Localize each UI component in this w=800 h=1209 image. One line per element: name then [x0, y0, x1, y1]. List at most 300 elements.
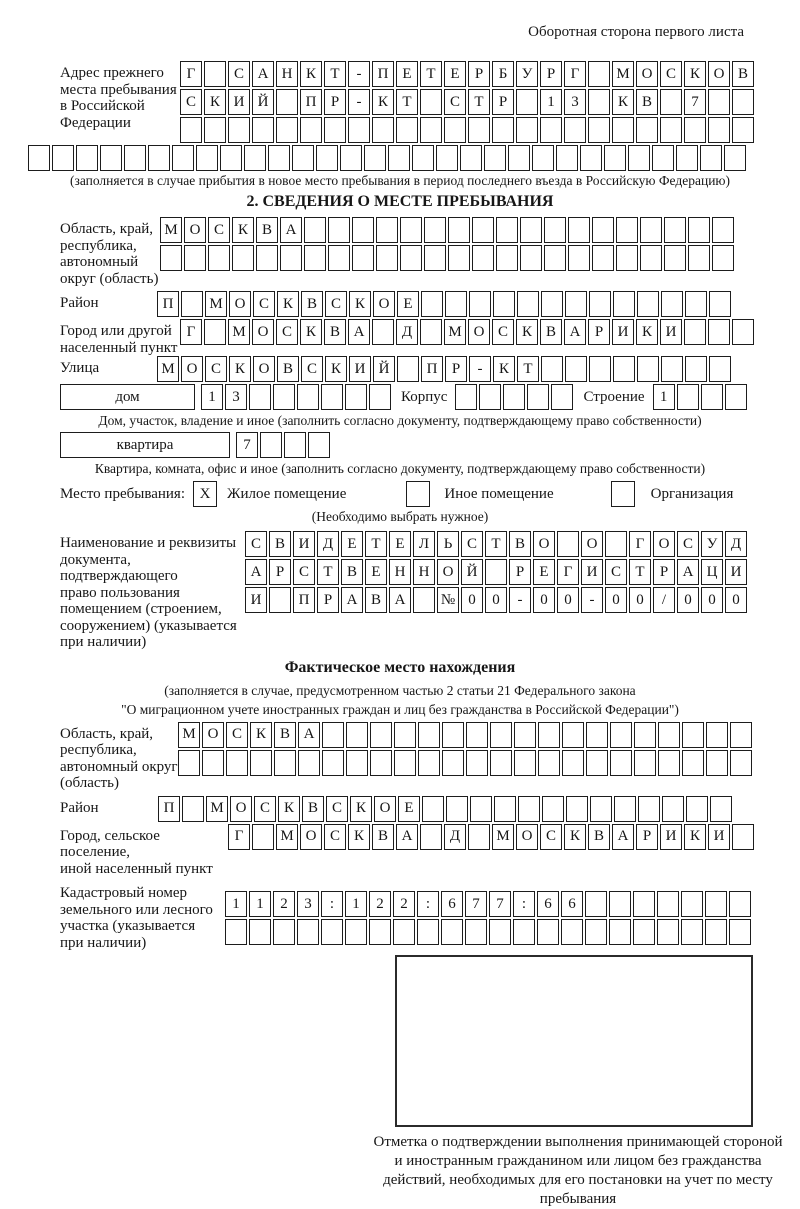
char-box[interactable]: М [160, 217, 182, 243]
char-box[interactable] [640, 245, 662, 271]
char-box[interactable] [633, 919, 655, 945]
city-row[interactable] [180, 319, 756, 345]
char-box[interactable]: М [276, 824, 298, 850]
char-box[interactable]: М [157, 356, 179, 382]
char-box[interactable] [516, 117, 538, 143]
char-box[interactable] [468, 824, 490, 850]
char-box[interactable] [308, 432, 330, 458]
char-box[interactable]: С [205, 356, 227, 382]
char-box[interactable] [661, 356, 683, 382]
char-box[interactable] [328, 217, 350, 243]
char-box[interactable] [300, 117, 322, 143]
char-box[interactable]: Д [444, 824, 466, 850]
char-box[interactable]: - [469, 356, 491, 382]
char-box[interactable] [304, 245, 326, 271]
char-box[interactable] [352, 217, 374, 243]
char-box[interactable]: С [228, 61, 250, 87]
char-box[interactable] [592, 245, 614, 271]
char-box[interactable]: С [301, 356, 323, 382]
char-box[interactable] [466, 750, 488, 776]
char-box[interactable] [297, 919, 319, 945]
char-box[interactable]: Д [396, 319, 418, 345]
char-box[interactable] [633, 891, 655, 917]
char-box[interactable] [468, 117, 490, 143]
char-box[interactable] [436, 145, 458, 171]
char-box[interactable] [661, 291, 683, 317]
char-box[interactable]: С [208, 217, 230, 243]
char-box[interactable] [345, 384, 367, 410]
char-box[interactable] [634, 722, 656, 748]
char-box[interactable]: О [581, 531, 603, 557]
char-box[interactable] [370, 722, 392, 748]
char-box[interactable] [232, 245, 254, 271]
char-box[interactable] [638, 796, 660, 822]
char-box[interactable] [298, 750, 320, 776]
char-box[interactable] [445, 291, 467, 317]
char-box[interactable] [393, 919, 415, 945]
char-box[interactable] [260, 432, 282, 458]
char-box[interactable] [160, 245, 182, 271]
char-box[interactable]: - [581, 587, 603, 613]
char-box[interactable] [541, 291, 563, 317]
char-box[interactable] [493, 291, 515, 317]
house-type-box[interactable]: дом [60, 384, 195, 410]
char-box[interactable] [372, 319, 394, 345]
char-box[interactable]: К [612, 89, 634, 115]
char-box[interactable]: А [348, 319, 370, 345]
organization-checkbox[interactable] [611, 481, 635, 507]
char-box[interactable]: Е [533, 559, 555, 585]
char-box[interactable] [388, 145, 410, 171]
char-box[interactable] [610, 750, 632, 776]
region-row-1[interactable] [160, 217, 736, 243]
char-box[interactable]: Г [228, 824, 250, 850]
char-box[interactable] [688, 217, 710, 243]
char-box[interactable] [592, 217, 614, 243]
char-box[interactable] [605, 531, 627, 557]
char-box[interactable] [604, 145, 626, 171]
char-box[interactable]: К [493, 356, 515, 382]
char-box[interactable] [613, 291, 635, 317]
char-box[interactable] [492, 117, 514, 143]
char-box[interactable] [316, 145, 338, 171]
char-box[interactable] [705, 891, 727, 917]
char-box[interactable]: М [228, 319, 250, 345]
char-box[interactable]: В [277, 356, 299, 382]
char-box[interactable]: Т [396, 89, 418, 115]
char-box[interactable] [540, 117, 562, 143]
char-box[interactable]: : [417, 891, 439, 917]
char-box[interactable]: О [184, 217, 206, 243]
char-box[interactable]: М [206, 796, 228, 822]
char-box[interactable] [709, 356, 731, 382]
char-box[interactable]: Г [557, 559, 579, 585]
char-box[interactable]: Т [324, 61, 346, 87]
char-box[interactable]: С [461, 531, 483, 557]
char-box[interactable]: С [540, 824, 562, 850]
char-box[interactable]: В [341, 559, 363, 585]
char-box[interactable]: Й [252, 89, 274, 115]
char-box[interactable] [178, 750, 200, 776]
char-box[interactable] [686, 796, 708, 822]
char-box[interactable]: О [253, 356, 275, 382]
char-box[interactable] [28, 145, 50, 171]
char-box[interactable] [348, 117, 370, 143]
char-box[interactable]: 1 [345, 891, 367, 917]
char-box[interactable]: И [708, 824, 730, 850]
char-box[interactable]: А [389, 587, 411, 613]
char-box[interactable] [682, 750, 704, 776]
char-box[interactable] [609, 891, 631, 917]
char-box[interactable] [712, 217, 734, 243]
char-box[interactable] [544, 217, 566, 243]
char-box[interactable] [446, 796, 468, 822]
document-row-1[interactable] [245, 531, 749, 557]
char-box[interactable] [676, 145, 698, 171]
char-box[interactable] [346, 750, 368, 776]
char-box[interactable]: 0 [701, 587, 723, 613]
char-box[interactable]: Р [653, 559, 675, 585]
char-box[interactable]: К [204, 89, 226, 115]
char-box[interactable] [568, 217, 590, 243]
char-box[interactable] [562, 722, 584, 748]
char-box[interactable] [273, 384, 295, 410]
region-row-2[interactable] [160, 245, 736, 271]
char-box[interactable] [418, 750, 440, 776]
char-box[interactable]: И [612, 319, 634, 345]
char-box[interactable] [322, 722, 344, 748]
char-box[interactable]: С [326, 796, 348, 822]
char-box[interactable]: В [509, 531, 531, 557]
char-box[interactable]: О [533, 531, 555, 557]
char-box[interactable] [677, 384, 699, 410]
char-box[interactable] [345, 919, 367, 945]
char-box[interactable] [396, 117, 418, 143]
char-box[interactable] [562, 750, 584, 776]
char-box[interactable]: В [365, 587, 387, 613]
char-box[interactable] [204, 117, 226, 143]
char-box[interactable] [400, 245, 422, 271]
char-box[interactable] [729, 919, 751, 945]
char-box[interactable]: Р [636, 824, 658, 850]
char-box[interactable]: С [444, 89, 466, 115]
char-box[interactable] [376, 217, 398, 243]
char-box[interactable]: 3 [297, 891, 319, 917]
char-box[interactable] [586, 750, 608, 776]
char-box[interactable]: : [321, 891, 343, 917]
char-box[interactable] [369, 384, 391, 410]
char-box[interactable]: Т [485, 531, 507, 557]
char-box[interactable] [538, 722, 560, 748]
char-box[interactable] [568, 245, 590, 271]
char-box[interactable]: А [612, 824, 634, 850]
char-box[interactable]: К [350, 796, 372, 822]
char-box[interactable] [148, 145, 170, 171]
char-box[interactable] [172, 145, 194, 171]
char-box[interactable] [184, 245, 206, 271]
char-box[interactable]: П [158, 796, 180, 822]
char-box[interactable] [588, 61, 610, 87]
char-box[interactable]: К [516, 319, 538, 345]
actual-region-row-1[interactable] [178, 722, 754, 748]
char-box[interactable]: 2 [273, 891, 295, 917]
char-box[interactable] [276, 117, 298, 143]
char-box[interactable]: М [492, 824, 514, 850]
char-box[interactable] [701, 384, 723, 410]
char-box[interactable]: И [725, 559, 747, 585]
char-box[interactable] [249, 919, 271, 945]
char-box[interactable] [485, 559, 507, 585]
document-row-2[interactable] [245, 559, 749, 585]
char-box[interactable]: В [636, 89, 658, 115]
char-box[interactable] [681, 919, 703, 945]
char-box[interactable] [732, 319, 754, 345]
char-box[interactable]: Ь [437, 531, 459, 557]
char-box[interactable] [516, 89, 538, 115]
char-box[interactable]: П [157, 291, 179, 317]
char-box[interactable] [708, 117, 730, 143]
char-box[interactable] [413, 587, 435, 613]
char-box[interactable] [441, 919, 463, 945]
char-box[interactable]: П [300, 89, 322, 115]
char-box[interactable]: К [325, 356, 347, 382]
char-box[interactable]: И [293, 531, 315, 557]
char-box[interactable]: С [324, 824, 346, 850]
char-box[interactable]: Д [725, 531, 747, 557]
char-box[interactable]: И [660, 824, 682, 850]
char-box[interactable] [225, 919, 247, 945]
char-box[interactable] [551, 384, 573, 410]
char-box[interactable]: Т [468, 89, 490, 115]
char-box[interactable]: О [516, 824, 538, 850]
char-box[interactable]: Р [317, 587, 339, 613]
char-box[interactable] [273, 919, 295, 945]
char-box[interactable] [514, 750, 536, 776]
char-box[interactable] [284, 432, 306, 458]
char-box[interactable] [636, 117, 658, 143]
char-box[interactable] [496, 217, 518, 243]
char-box[interactable]: Р [588, 319, 610, 345]
char-box[interactable] [324, 117, 346, 143]
char-box[interactable] [182, 796, 204, 822]
char-box[interactable] [444, 117, 466, 143]
char-box[interactable] [614, 796, 636, 822]
char-box[interactable]: Г [180, 319, 202, 345]
char-box[interactable]: Е [398, 796, 420, 822]
char-box[interactable]: Т [317, 559, 339, 585]
char-box[interactable] [400, 217, 422, 243]
char-box[interactable]: Е [397, 291, 419, 317]
char-box[interactable]: О [708, 61, 730, 87]
char-box[interactable] [181, 291, 203, 317]
char-box[interactable] [609, 919, 631, 945]
district-row[interactable] [157, 291, 733, 317]
char-box[interactable]: Т [629, 559, 651, 585]
char-box[interactable]: С [492, 319, 514, 345]
char-box[interactable] [586, 722, 608, 748]
char-box[interactable] [412, 145, 434, 171]
char-box[interactable]: 1 [540, 89, 562, 115]
char-box[interactable] [76, 145, 98, 171]
char-box[interactable]: О [636, 61, 658, 87]
char-box[interactable]: И [228, 89, 250, 115]
char-box[interactable] [455, 384, 477, 410]
char-box[interactable] [708, 89, 730, 115]
char-box[interactable] [585, 891, 607, 917]
char-box[interactable]: Е [341, 531, 363, 557]
prev-address-row-1[interactable] [180, 61, 756, 87]
char-box[interactable] [613, 356, 635, 382]
apartment-type-box[interactable]: квартира [60, 432, 230, 458]
char-box[interactable]: 6 [441, 891, 463, 917]
char-box[interactable]: Г [564, 61, 586, 87]
char-box[interactable] [252, 824, 274, 850]
char-box[interactable]: О [468, 319, 490, 345]
char-box[interactable]: 7 [684, 89, 706, 115]
char-box[interactable]: В [302, 796, 324, 822]
char-box[interactable] [652, 145, 674, 171]
char-box[interactable] [518, 796, 540, 822]
char-box[interactable]: И [245, 587, 267, 613]
char-box[interactable] [397, 356, 419, 382]
char-box[interactable] [472, 245, 494, 271]
char-box[interactable] [588, 117, 610, 143]
char-box[interactable] [610, 722, 632, 748]
char-box[interactable] [228, 117, 250, 143]
char-box[interactable]: А [252, 61, 274, 87]
char-box[interactable]: 1 [225, 891, 247, 917]
char-box[interactable]: 0 [725, 587, 747, 613]
char-box[interactable]: О [230, 796, 252, 822]
char-box[interactable] [465, 919, 487, 945]
char-box[interactable]: О [202, 722, 224, 748]
char-box[interactable] [274, 750, 296, 776]
char-box[interactable]: М [612, 61, 634, 87]
char-box[interactable] [700, 145, 722, 171]
char-box[interactable]: Р [324, 89, 346, 115]
char-box[interactable] [280, 245, 302, 271]
char-box[interactable] [628, 145, 650, 171]
char-box[interactable]: А [298, 722, 320, 748]
char-box[interactable] [376, 245, 398, 271]
actual-region-row-2[interactable] [178, 750, 754, 776]
residential-checkbox[interactable]: X [193, 481, 217, 507]
char-box[interactable] [208, 245, 230, 271]
char-box[interactable] [420, 89, 442, 115]
char-box[interactable] [252, 117, 274, 143]
char-box[interactable] [420, 117, 442, 143]
char-box[interactable]: П [293, 587, 315, 613]
char-box[interactable]: Т [517, 356, 539, 382]
char-box[interactable] [220, 145, 242, 171]
char-box[interactable]: О [229, 291, 251, 317]
char-box[interactable]: 6 [537, 891, 559, 917]
char-box[interactable]: К [348, 824, 370, 850]
house-number-row[interactable] [201, 384, 393, 410]
char-box[interactable] [340, 145, 362, 171]
char-box[interactable]: К [636, 319, 658, 345]
char-box[interactable]: Р [468, 61, 490, 87]
char-box[interactable]: С [254, 796, 276, 822]
char-box[interactable] [537, 919, 559, 945]
char-box[interactable]: О [300, 824, 322, 850]
char-box[interactable]: О [373, 291, 395, 317]
char-box[interactable]: В [540, 319, 562, 345]
char-box[interactable]: Н [413, 559, 435, 585]
char-box[interactable] [634, 750, 656, 776]
char-box[interactable] [565, 356, 587, 382]
char-box[interactable] [542, 796, 564, 822]
char-box[interactable]: Й [461, 559, 483, 585]
char-box[interactable] [730, 722, 752, 748]
char-box[interactable]: К [564, 824, 586, 850]
char-box[interactable] [204, 319, 226, 345]
char-box[interactable] [508, 145, 530, 171]
char-box[interactable]: Д [317, 531, 339, 557]
char-box[interactable] [557, 531, 579, 557]
char-box[interactable]: К [250, 722, 272, 748]
char-box[interactable]: / [653, 587, 675, 613]
char-box[interactable] [682, 722, 704, 748]
char-box[interactable] [448, 245, 470, 271]
char-box[interactable]: Р [269, 559, 291, 585]
char-box[interactable] [469, 291, 491, 317]
char-box[interactable] [640, 217, 662, 243]
char-box[interactable]: Й [373, 356, 395, 382]
char-box[interactable]: П [421, 356, 443, 382]
char-box[interactable]: Р [509, 559, 531, 585]
char-box[interactable]: К [300, 319, 322, 345]
char-box[interactable]: 0 [461, 587, 483, 613]
char-box[interactable]: О [252, 319, 274, 345]
char-box[interactable] [328, 245, 350, 271]
char-box[interactable] [424, 245, 446, 271]
char-box[interactable]: Т [365, 531, 387, 557]
char-box[interactable] [352, 245, 374, 271]
apartment-number-row[interactable] [236, 432, 332, 458]
char-box[interactable] [470, 796, 492, 822]
char-box[interactable]: К [232, 217, 254, 243]
char-box[interactable]: К [229, 356, 251, 382]
char-box[interactable] [732, 824, 754, 850]
char-box[interactable]: И [349, 356, 371, 382]
char-box[interactable] [705, 919, 727, 945]
char-box[interactable]: К [278, 796, 300, 822]
char-box[interactable] [276, 89, 298, 115]
char-box[interactable]: М [178, 722, 200, 748]
char-box[interactable]: - [509, 587, 531, 613]
char-box[interactable] [292, 145, 314, 171]
char-box[interactable]: 3 [564, 89, 586, 115]
char-box[interactable] [489, 919, 511, 945]
char-box[interactable] [249, 384, 271, 410]
char-box[interactable]: Л [413, 531, 435, 557]
char-box[interactable]: К [277, 291, 299, 317]
char-box[interactable]: Р [445, 356, 467, 382]
char-box[interactable]: Р [540, 61, 562, 87]
char-box[interactable] [418, 722, 440, 748]
char-box[interactable]: 0 [605, 587, 627, 613]
char-box[interactable] [268, 145, 290, 171]
char-box[interactable]: О [653, 531, 675, 557]
char-box[interactable]: С [276, 319, 298, 345]
char-box[interactable]: 1 [249, 891, 271, 917]
char-box[interactable]: Б [492, 61, 514, 87]
char-box[interactable]: К [349, 291, 371, 317]
char-box[interactable]: К [684, 824, 706, 850]
char-box[interactable] [372, 117, 394, 143]
char-box[interactable] [564, 117, 586, 143]
